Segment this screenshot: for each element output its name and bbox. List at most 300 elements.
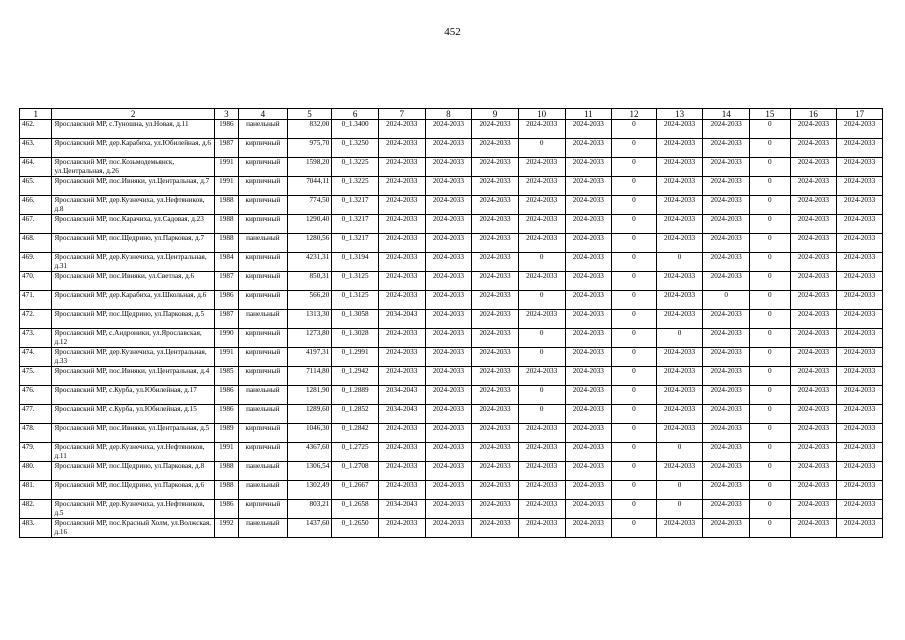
cell-period-9: 2024-2033 bbox=[472, 310, 519, 329]
cell-address: Ярославский МР, дер.Кузнечиха, ул.Центральная, д.33 bbox=[52, 348, 214, 367]
cell-period-14: 2024-2033 bbox=[703, 196, 750, 215]
cell-period-7: 2024-2033 bbox=[378, 120, 425, 139]
cell-area: 566,20 bbox=[287, 291, 332, 310]
cell-period-13: 2024-2033 bbox=[656, 424, 703, 443]
cell-period-9: 2024-2033 bbox=[472, 253, 519, 272]
cell-period-14: 2024-2033 bbox=[703, 215, 750, 234]
cell-period-12: 0 bbox=[612, 139, 657, 158]
cell-period-7: 2034-2043 bbox=[378, 405, 425, 424]
cell-area: 4367,60 bbox=[287, 443, 332, 462]
cell-area: 1289,60 bbox=[287, 405, 332, 424]
cell-period-10: 2024-2033 bbox=[518, 443, 565, 462]
column-number-8: 8 bbox=[425, 109, 472, 120]
cell-period-11: 2024-2033 bbox=[565, 139, 612, 158]
cell-period-10: 0 bbox=[518, 253, 565, 272]
cell-wall-material: панельный bbox=[239, 310, 288, 329]
cell-row-number: 465. bbox=[20, 177, 52, 196]
cell-period-12: 0 bbox=[612, 519, 657, 538]
cell-period-13: 0 bbox=[656, 481, 703, 500]
cell-period-10: 2024-2033 bbox=[518, 158, 565, 177]
table-row bbox=[20, 386, 883, 405]
cell-period-11: 2024-2033 bbox=[565, 120, 612, 139]
cell-period-13: 2024-2033 bbox=[656, 310, 703, 329]
cell-period-14: 2024-2033 bbox=[703, 253, 750, 272]
cell-period-11: 2024-2033 bbox=[565, 481, 612, 500]
cell-area: 1306,54 bbox=[287, 462, 332, 481]
cell-period-9: 2024-2033 bbox=[472, 443, 519, 462]
cell-period-13: 2024-2033 bbox=[656, 367, 703, 386]
cell-period-10: 2024-2033 bbox=[518, 272, 565, 291]
cell-wall-material: панельный bbox=[239, 234, 288, 253]
cell-period-10: 2024-2033 bbox=[518, 234, 565, 253]
cell-row-number: 469. bbox=[20, 253, 52, 272]
cell-period-11: 2024-2033 bbox=[565, 158, 612, 177]
cell-period-13: 2024-2033 bbox=[656, 386, 703, 405]
cell-year-built: 1987 bbox=[214, 139, 238, 158]
cell-row-number: 478. bbox=[20, 424, 52, 443]
cell-period-10: 2024-2033 bbox=[518, 120, 565, 139]
cell-period-9: 2024-2033 bbox=[472, 196, 519, 215]
cell-period-12: 0 bbox=[612, 158, 657, 177]
cell-period-9: 2024-2033 bbox=[472, 158, 519, 177]
column-number-16: 16 bbox=[790, 109, 837, 120]
cell-period-10: 2024-2033 bbox=[518, 519, 565, 538]
table-row bbox=[20, 329, 883, 348]
cell-period-17: 2024-2033 bbox=[837, 196, 883, 215]
cell-period-15: 0 bbox=[750, 405, 791, 424]
cell-wall-material: кирпичный bbox=[239, 291, 288, 310]
cell-address: Ярославский МР, пос.Щедрино, ул.Парковая, д.8 bbox=[52, 462, 214, 481]
cell-period-8: 2024-2033 bbox=[425, 424, 472, 443]
cell-period-14: 2024-2033 bbox=[703, 367, 750, 386]
cell-row-number: 481. bbox=[20, 481, 52, 500]
page-number: 452 bbox=[444, 26, 461, 38]
cell-period-15: 0 bbox=[750, 196, 791, 215]
cell-area: 7044,11 bbox=[287, 177, 332, 196]
table-row bbox=[20, 196, 883, 215]
cell-period-8: 2024-2033 bbox=[425, 329, 472, 348]
cell-period-11: 2024-2033 bbox=[565, 310, 612, 329]
cell-period-16: 2024-2033 bbox=[790, 139, 837, 158]
cell-period-13: 2024-2033 bbox=[656, 177, 703, 196]
cell-period-11: 2024-2033 bbox=[565, 386, 612, 405]
cell-period-14: 2024-2033 bbox=[703, 139, 750, 158]
cell-period-11: 2024-2033 bbox=[565, 272, 612, 291]
cell-period-9: 2024-2033 bbox=[472, 519, 519, 538]
cell-period-10: 0 bbox=[518, 139, 565, 158]
column-number-10: 10 bbox=[518, 109, 565, 120]
cell-period-15: 0 bbox=[750, 120, 791, 139]
cell-period-8: 2024-2033 bbox=[425, 120, 472, 139]
cell-area: 1598,20 bbox=[287, 158, 332, 177]
cell-period-7: 2024-2033 bbox=[378, 177, 425, 196]
cell-period-9: 2024-2033 bbox=[472, 424, 519, 443]
cell-period-16: 2024-2033 bbox=[790, 215, 837, 234]
cell-row-number: 462. bbox=[20, 120, 52, 139]
cell-period-16: 2024-2033 bbox=[790, 310, 837, 329]
cell-period-12: 0 bbox=[612, 234, 657, 253]
cell-wall-material: панельный bbox=[239, 120, 288, 139]
cell-period-7: 2024-2033 bbox=[378, 215, 425, 234]
cell-row-number: 471. bbox=[20, 291, 52, 310]
cell-priority-code: 0_1.3125 bbox=[332, 291, 379, 310]
cell-period-15: 0 bbox=[750, 139, 791, 158]
cell-wall-material: панельный bbox=[239, 481, 288, 500]
cell-period-12: 0 bbox=[612, 481, 657, 500]
table-row bbox=[20, 234, 883, 253]
cell-period-14: 2024-2033 bbox=[703, 348, 750, 367]
cell-period-7: 2034-2043 bbox=[378, 500, 425, 519]
cell-priority-code: 0_1.2650 bbox=[332, 519, 379, 538]
cell-period-11: 2024-2033 bbox=[565, 234, 612, 253]
cell-address: Ярославский МР, с.Курба, ул.Юбилейная, д.17 bbox=[52, 386, 214, 405]
cell-year-built: 1986 bbox=[214, 405, 238, 424]
cell-period-10: 2024-2033 bbox=[518, 215, 565, 234]
cell-period-17: 2024-2033 bbox=[837, 291, 883, 310]
table-row bbox=[20, 291, 883, 310]
cell-period-15: 0 bbox=[750, 500, 791, 519]
table-row bbox=[20, 120, 883, 139]
cell-period-8: 2024-2033 bbox=[425, 462, 472, 481]
cell-period-17: 2024-2033 bbox=[837, 253, 883, 272]
cell-period-8: 2024-2033 bbox=[425, 386, 472, 405]
cell-period-17: 2024-2033 bbox=[837, 519, 883, 538]
table-row bbox=[20, 481, 883, 500]
cell-period-13: 2024-2033 bbox=[656, 215, 703, 234]
cell-period-14: 2024-2033 bbox=[703, 120, 750, 139]
cell-period-10: 0 bbox=[518, 291, 565, 310]
cell-period-8: 2024-2033 bbox=[425, 519, 472, 538]
cell-address: Ярославский МР, дер.Кузнечиха, ул.Нефтяников, д.5 bbox=[52, 500, 214, 519]
cell-row-number: 477. bbox=[20, 405, 52, 424]
cell-period-14: 2024-2033 bbox=[703, 310, 750, 329]
cell-period-12: 0 bbox=[612, 443, 657, 462]
cell-period-16: 2024-2033 bbox=[790, 348, 837, 367]
cell-period-8: 2024-2033 bbox=[425, 139, 472, 158]
table-row bbox=[20, 253, 883, 272]
cell-year-built: 1991 bbox=[214, 348, 238, 367]
table-row bbox=[20, 139, 883, 158]
cell-row-number: 467. bbox=[20, 215, 52, 234]
cell-period-15: 0 bbox=[750, 386, 791, 405]
cell-year-built: 1988 bbox=[214, 234, 238, 253]
cell-address: Ярославский МР, дер.Карабиха, ул.Школьная, д.6 bbox=[52, 291, 214, 310]
table-row bbox=[20, 405, 883, 424]
cell-period-13: 2024-2033 bbox=[656, 196, 703, 215]
cell-period-16: 2024-2033 bbox=[790, 158, 837, 177]
cell-area: 850,31 bbox=[287, 272, 332, 291]
cell-period-13: 2024-2033 bbox=[656, 348, 703, 367]
table-row bbox=[20, 158, 883, 177]
cell-period-17: 2024-2033 bbox=[837, 424, 883, 443]
cell-row-number: 468. bbox=[20, 234, 52, 253]
cell-row-number: 470. bbox=[20, 272, 52, 291]
cell-period-9: 2024-2033 bbox=[472, 367, 519, 386]
cell-area: 1273,80 bbox=[287, 329, 332, 348]
cell-period-15: 0 bbox=[750, 310, 791, 329]
cell-row-number: 474. bbox=[20, 348, 52, 367]
cell-year-built: 1987 bbox=[214, 272, 238, 291]
cell-period-12: 0 bbox=[612, 177, 657, 196]
cell-priority-code: 0_1.2991 bbox=[332, 348, 379, 367]
cell-period-17: 2024-2033 bbox=[837, 367, 883, 386]
cell-period-17: 2024-2033 bbox=[837, 158, 883, 177]
cell-period-16: 2024-2033 bbox=[790, 253, 837, 272]
cell-period-16: 2024-2033 bbox=[790, 177, 837, 196]
cell-period-9: 2024-2033 bbox=[472, 462, 519, 481]
cell-area: 1281,90 bbox=[287, 386, 332, 405]
cell-period-8: 2024-2033 bbox=[425, 405, 472, 424]
cell-period-16: 2024-2033 bbox=[790, 462, 837, 481]
cell-period-13: 2024-2033 bbox=[656, 405, 703, 424]
housing-registry-table bbox=[19, 108, 883, 538]
cell-period-16: 2024-2033 bbox=[790, 519, 837, 538]
cell-period-11: 2024-2033 bbox=[565, 291, 612, 310]
cell-priority-code: 0_1.3217 bbox=[332, 234, 379, 253]
cell-address: Ярославский МР, пос.Щедрино, ул.Парковая, д.7 bbox=[52, 234, 214, 253]
cell-period-14: 2024-2033 bbox=[703, 500, 750, 519]
cell-period-15: 0 bbox=[750, 348, 791, 367]
cell-wall-material: кирпичный bbox=[239, 158, 288, 177]
cell-period-10: 2024-2033 bbox=[518, 367, 565, 386]
cell-wall-material: кирпичный bbox=[239, 272, 288, 291]
cell-area: 1437,60 bbox=[287, 519, 332, 538]
cell-priority-code: 0_1.2708 bbox=[332, 462, 379, 481]
table-row bbox=[20, 519, 883, 538]
table-row bbox=[20, 348, 883, 367]
cell-period-15: 0 bbox=[750, 215, 791, 234]
cell-period-17: 2024-2033 bbox=[837, 386, 883, 405]
cell-period-13: 0 bbox=[656, 500, 703, 519]
cell-address: Ярославский МР, с.Туношна, ул.Новая, д.11 bbox=[52, 120, 214, 139]
cell-period-14: 2024-2033 bbox=[703, 462, 750, 481]
cell-priority-code: 0_1.3217 bbox=[332, 215, 379, 234]
cell-address: Ярославский МР, пос.Козьмодемьянск, ул.Центральная, д.26 bbox=[52, 158, 214, 177]
cell-period-16: 2024-2033 bbox=[790, 405, 837, 424]
cell-period-13: 2024-2033 bbox=[656, 139, 703, 158]
cell-area: 1046,30 bbox=[287, 424, 332, 443]
cell-address: Ярославский МР, дер.Кузнечиха, ул.Нефтяников, д.11 bbox=[52, 443, 214, 462]
cell-period-8: 2024-2033 bbox=[425, 177, 472, 196]
cell-period-10: 2024-2033 bbox=[518, 310, 565, 329]
cell-address: Ярославский МР, пос.Красный Холм, ул.Волжская, д.16 bbox=[52, 519, 214, 538]
cell-year-built: 1988 bbox=[214, 215, 238, 234]
cell-period-16: 2024-2033 bbox=[790, 120, 837, 139]
cell-period-9: 2024-2033 bbox=[472, 481, 519, 500]
cell-period-7: 2024-2033 bbox=[378, 443, 425, 462]
cell-period-13: 2024-2033 bbox=[656, 234, 703, 253]
cell-period-9: 2024-2033 bbox=[472, 329, 519, 348]
cell-area: 4197,31 bbox=[287, 348, 332, 367]
cell-period-8: 2024-2033 bbox=[425, 443, 472, 462]
cell-priority-code: 0_1.3250 bbox=[332, 139, 379, 158]
cell-period-15: 0 bbox=[750, 177, 791, 196]
cell-period-9: 2024-2033 bbox=[472, 272, 519, 291]
cell-area: 4231,31 bbox=[287, 253, 332, 272]
cell-period-15: 0 bbox=[750, 519, 791, 538]
cell-year-built: 1989 bbox=[214, 424, 238, 443]
cell-period-10: 2024-2033 bbox=[518, 481, 565, 500]
cell-period-13: 2024-2033 bbox=[656, 519, 703, 538]
cell-period-12: 0 bbox=[612, 253, 657, 272]
cell-period-12: 0 bbox=[612, 405, 657, 424]
cell-priority-code: 0_1.2725 bbox=[332, 443, 379, 462]
cell-priority-code: 0_1.3058 bbox=[332, 310, 379, 329]
cell-period-13: 0 bbox=[656, 443, 703, 462]
cell-period-16: 2024-2033 bbox=[790, 234, 837, 253]
column-number-3: 3 bbox=[214, 109, 238, 120]
cell-period-11: 2024-2033 bbox=[565, 443, 612, 462]
cell-period-11: 2024-2033 bbox=[565, 367, 612, 386]
cell-wall-material: кирпичный bbox=[239, 367, 288, 386]
cell-period-9: 2024-2033 bbox=[472, 139, 519, 158]
cell-address: Ярославский МР, пос.Щедрино, ул.Парковая, д.6 bbox=[52, 481, 214, 500]
cell-period-10: 0 bbox=[518, 348, 565, 367]
cell-address: Ярославский МР, пос.Ивняки, ул.Центральная, д.5 bbox=[52, 424, 214, 443]
cell-row-number: 479. bbox=[20, 443, 52, 462]
table-body bbox=[20, 109, 883, 538]
cell-year-built: 1987 bbox=[214, 310, 238, 329]
cell-period-14: 2024-2033 bbox=[703, 272, 750, 291]
cell-period-12: 0 bbox=[612, 291, 657, 310]
cell-address: Ярославский МР, дер.Кузнечиха, ул.Нефтяников, д.8 bbox=[52, 196, 214, 215]
cell-row-number: 464. bbox=[20, 158, 52, 177]
column-number-9: 9 bbox=[472, 109, 519, 120]
cell-priority-code: 0_1.3217 bbox=[332, 196, 379, 215]
cell-row-number: 463. bbox=[20, 139, 52, 158]
cell-period-15: 0 bbox=[750, 253, 791, 272]
cell-wall-material: кирпичный bbox=[239, 177, 288, 196]
cell-period-17: 2024-2033 bbox=[837, 234, 883, 253]
cell-wall-material: кирпичный bbox=[239, 215, 288, 234]
cell-wall-material: панельный bbox=[239, 405, 288, 424]
cell-year-built: 1988 bbox=[214, 462, 238, 481]
table-row bbox=[20, 424, 883, 443]
cell-period-17: 2024-2033 bbox=[837, 139, 883, 158]
cell-period-12: 0 bbox=[612, 310, 657, 329]
cell-period-7: 2024-2033 bbox=[378, 272, 425, 291]
table-row bbox=[20, 310, 883, 329]
cell-area: 1280,56 bbox=[287, 234, 332, 253]
cell-period-11: 2024-2033 bbox=[565, 424, 612, 443]
table-row bbox=[20, 215, 883, 234]
cell-period-10: 2024-2033 bbox=[518, 196, 565, 215]
cell-address: Ярославский МР, дер.Карабиха, ул.Юбилейная, д.6 bbox=[52, 139, 214, 158]
cell-year-built: 1992 bbox=[214, 519, 238, 538]
cell-period-13: 0 bbox=[656, 329, 703, 348]
cell-year-built: 1988 bbox=[214, 196, 238, 215]
cell-period-7: 2024-2033 bbox=[378, 462, 425, 481]
cell-period-12: 0 bbox=[612, 329, 657, 348]
cell-area: 1313,30 bbox=[287, 310, 332, 329]
cell-period-10: 0 bbox=[518, 329, 565, 348]
cell-wall-material: кирпичный bbox=[239, 500, 288, 519]
cell-period-17: 2024-2033 bbox=[837, 462, 883, 481]
column-number-header-row bbox=[20, 109, 883, 120]
cell-year-built: 1988 bbox=[214, 481, 238, 500]
cell-period-15: 0 bbox=[750, 329, 791, 348]
cell-period-14: 2024-2033 bbox=[703, 519, 750, 538]
cell-row-number: 476. bbox=[20, 386, 52, 405]
cell-period-9: 2024-2033 bbox=[472, 405, 519, 424]
table-row bbox=[20, 500, 883, 519]
cell-period-12: 0 bbox=[612, 348, 657, 367]
cell-period-15: 0 bbox=[750, 291, 791, 310]
cell-period-11: 2024-2033 bbox=[565, 462, 612, 481]
cell-period-8: 2024-2033 bbox=[425, 367, 472, 386]
cell-year-built: 1986 bbox=[214, 500, 238, 519]
cell-address: Ярославский МР, пос.Ивняки, ул.Центральная, д.7 bbox=[52, 177, 214, 196]
cell-period-11: 2024-2033 bbox=[565, 500, 612, 519]
cell-period-7: 2024-2033 bbox=[378, 291, 425, 310]
cell-period-14: 2024-2033 bbox=[703, 481, 750, 500]
column-number-2: 2 bbox=[52, 109, 214, 120]
cell-period-16: 2024-2033 bbox=[790, 443, 837, 462]
cell-wall-material: кирпичный bbox=[239, 424, 288, 443]
cell-period-10: 2024-2033 bbox=[518, 424, 565, 443]
cell-period-15: 0 bbox=[750, 443, 791, 462]
cell-period-10: 2024-2033 bbox=[518, 462, 565, 481]
cell-period-14: 2024-2033 bbox=[703, 177, 750, 196]
column-number-11: 11 bbox=[565, 109, 612, 120]
cell-period-15: 0 bbox=[750, 272, 791, 291]
cell-period-16: 2024-2033 bbox=[790, 272, 837, 291]
cell-period-11: 2024-2033 bbox=[565, 329, 612, 348]
cell-period-17: 2024-2033 bbox=[837, 215, 883, 234]
cell-period-10: 0 bbox=[518, 386, 565, 405]
cell-period-16: 2024-2033 bbox=[790, 500, 837, 519]
cell-row-number: 480. bbox=[20, 462, 52, 481]
cell-period-14: 0 bbox=[703, 291, 750, 310]
cell-period-9: 2024-2033 bbox=[472, 177, 519, 196]
cell-period-9: 2024-2033 bbox=[472, 386, 519, 405]
cell-year-built: 1984 bbox=[214, 253, 238, 272]
cell-wall-material: панельный bbox=[239, 462, 288, 481]
column-number-13: 13 bbox=[656, 109, 703, 120]
cell-wall-material: кирпичный bbox=[239, 196, 288, 215]
cell-period-11: 2024-2033 bbox=[565, 253, 612, 272]
cell-row-number: 475. bbox=[20, 367, 52, 386]
cell-period-13: 2024-2033 bbox=[656, 120, 703, 139]
cell-area: 832,00 bbox=[287, 120, 332, 139]
cell-period-12: 0 bbox=[612, 120, 657, 139]
cell-period-7: 2024-2033 bbox=[378, 348, 425, 367]
cell-period-13: 0 bbox=[656, 253, 703, 272]
cell-wall-material: кирпичный bbox=[239, 443, 288, 462]
cell-priority-code: 0_1.2889 bbox=[332, 386, 379, 405]
column-number-6: 6 bbox=[332, 109, 379, 120]
cell-priority-code: 0_1.2842 bbox=[332, 424, 379, 443]
cell-year-built: 1990 bbox=[214, 329, 238, 348]
cell-period-13: 2024-2033 bbox=[656, 291, 703, 310]
cell-address: Ярославский МР, пос.Карачиха, ул.Садовая, д.23 bbox=[52, 215, 214, 234]
cell-period-9: 2024-2033 bbox=[472, 291, 519, 310]
cell-period-17: 2024-2033 bbox=[837, 310, 883, 329]
cell-period-11: 2024-2033 bbox=[565, 405, 612, 424]
cell-year-built: 1986 bbox=[214, 386, 238, 405]
cell-period-8: 2024-2033 bbox=[425, 272, 472, 291]
cell-period-15: 0 bbox=[750, 234, 791, 253]
cell-period-12: 0 bbox=[612, 462, 657, 481]
cell-period-12: 0 bbox=[612, 386, 657, 405]
cell-period-16: 2024-2033 bbox=[790, 367, 837, 386]
cell-period-9: 2024-2033 bbox=[472, 215, 519, 234]
cell-period-8: 2024-2033 bbox=[425, 310, 472, 329]
cell-period-16: 2024-2033 bbox=[790, 386, 837, 405]
cell-priority-code: 0_1.3225 bbox=[332, 177, 379, 196]
cell-area: 975,70 bbox=[287, 139, 332, 158]
cell-period-9: 2024-2033 bbox=[472, 234, 519, 253]
